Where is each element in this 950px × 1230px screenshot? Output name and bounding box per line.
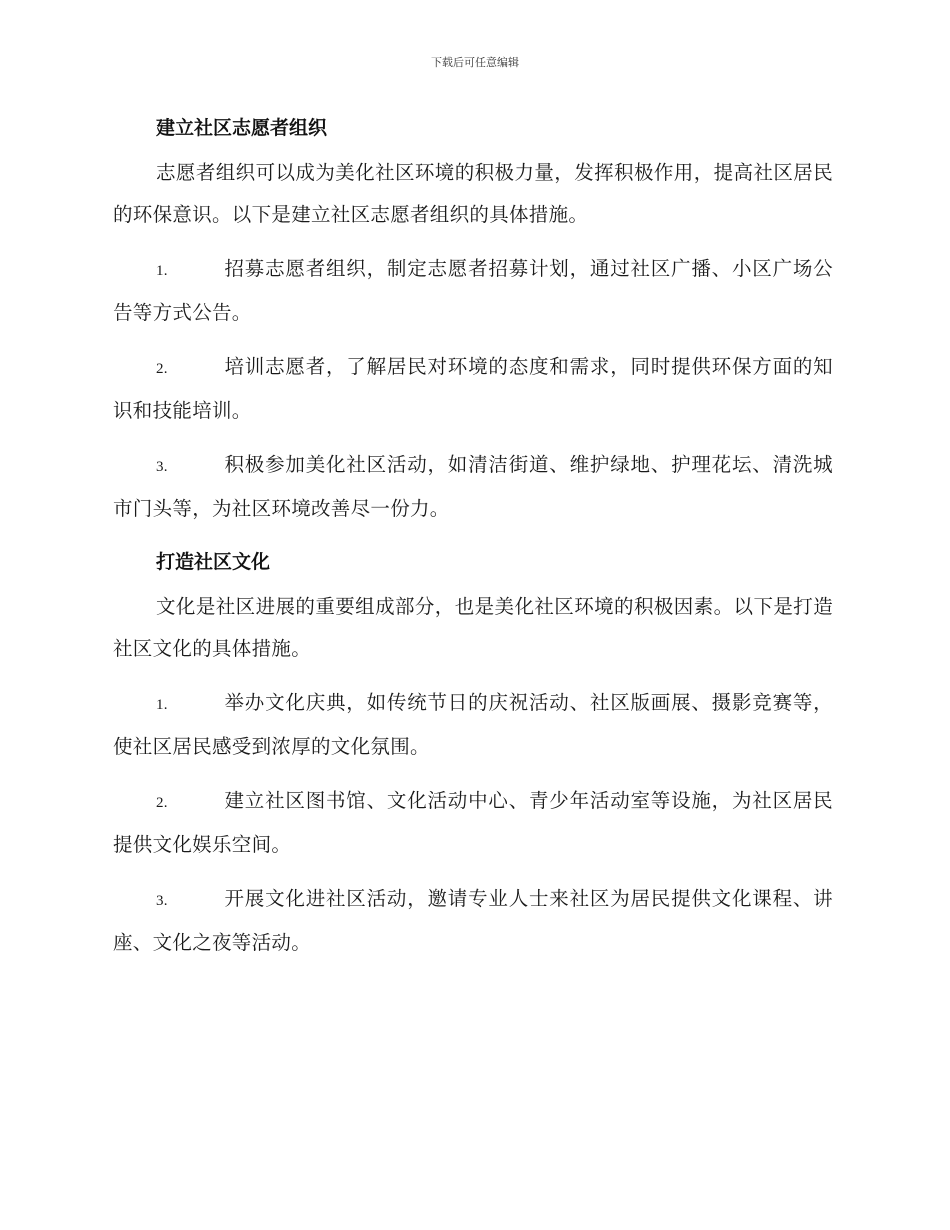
list-item-number: 2.: [156, 361, 168, 377]
list-item: [113, 346, 833, 432]
list-item: [113, 878, 833, 964]
list-item-text: 培训志愿者，了解居民对环境的态度和需求，同时提供环保方面的知识和技能培训。: [113, 355, 833, 422]
list-item-number: 2.: [156, 795, 168, 811]
list-item-number: 1.: [156, 697, 168, 713]
section-heading: 打造社区文化: [156, 551, 271, 573]
section-heading: 建立社区志愿者组织: [156, 117, 328, 139]
list-item-text: 建立社区图书馆、文化活动中心、青少年活动室等设施，为社区居民提供文化娱乐空间。: [113, 789, 833, 856]
section-intro: 文化是社区进展的重要组成部分，也是美化社区环境的积极因素。以下是打造社区文化的具体措施。: [113, 595, 833, 660]
list-item-text: 开展文化进社区活动，邀请专业人士来社区为居民提供文化课程、讲座、文化之夜等活动。: [113, 887, 833, 954]
list-item-text: 招募志愿者组织，制定志愿者招募计划，通过社区广播、小区广场公告等方式公告。: [113, 257, 833, 324]
header-note: 下载后可任意编辑: [431, 56, 519, 69]
list-item-text: 举办文化庆典，如传统节日的庆祝活动、社区版画展、摄影竞赛等，使社区居民感受到浓厚的文化氛围。: [113, 691, 833, 758]
list-item: [113, 248, 833, 334]
list-item: [113, 682, 833, 768]
list-item-number: 3.: [156, 893, 168, 909]
list-item-text: 积极参加美化社区活动，如清洁街道、维护绿地、护理花坛、清洗城市门头等，为社区环境改善尽一份力。: [113, 453, 833, 520]
list-item-number: 3.: [156, 459, 168, 475]
list-item-number: 1.: [156, 263, 168, 279]
list-item: [113, 444, 833, 530]
section-intro: 志愿者组织可以成为美化社区环境的积极力量，发挥积极作用，提高社区居民的环保意识。以下是建立社区志愿者组织的具体措施。: [113, 161, 833, 226]
list-item: [113, 780, 833, 866]
document-body: [113, 108, 833, 976]
